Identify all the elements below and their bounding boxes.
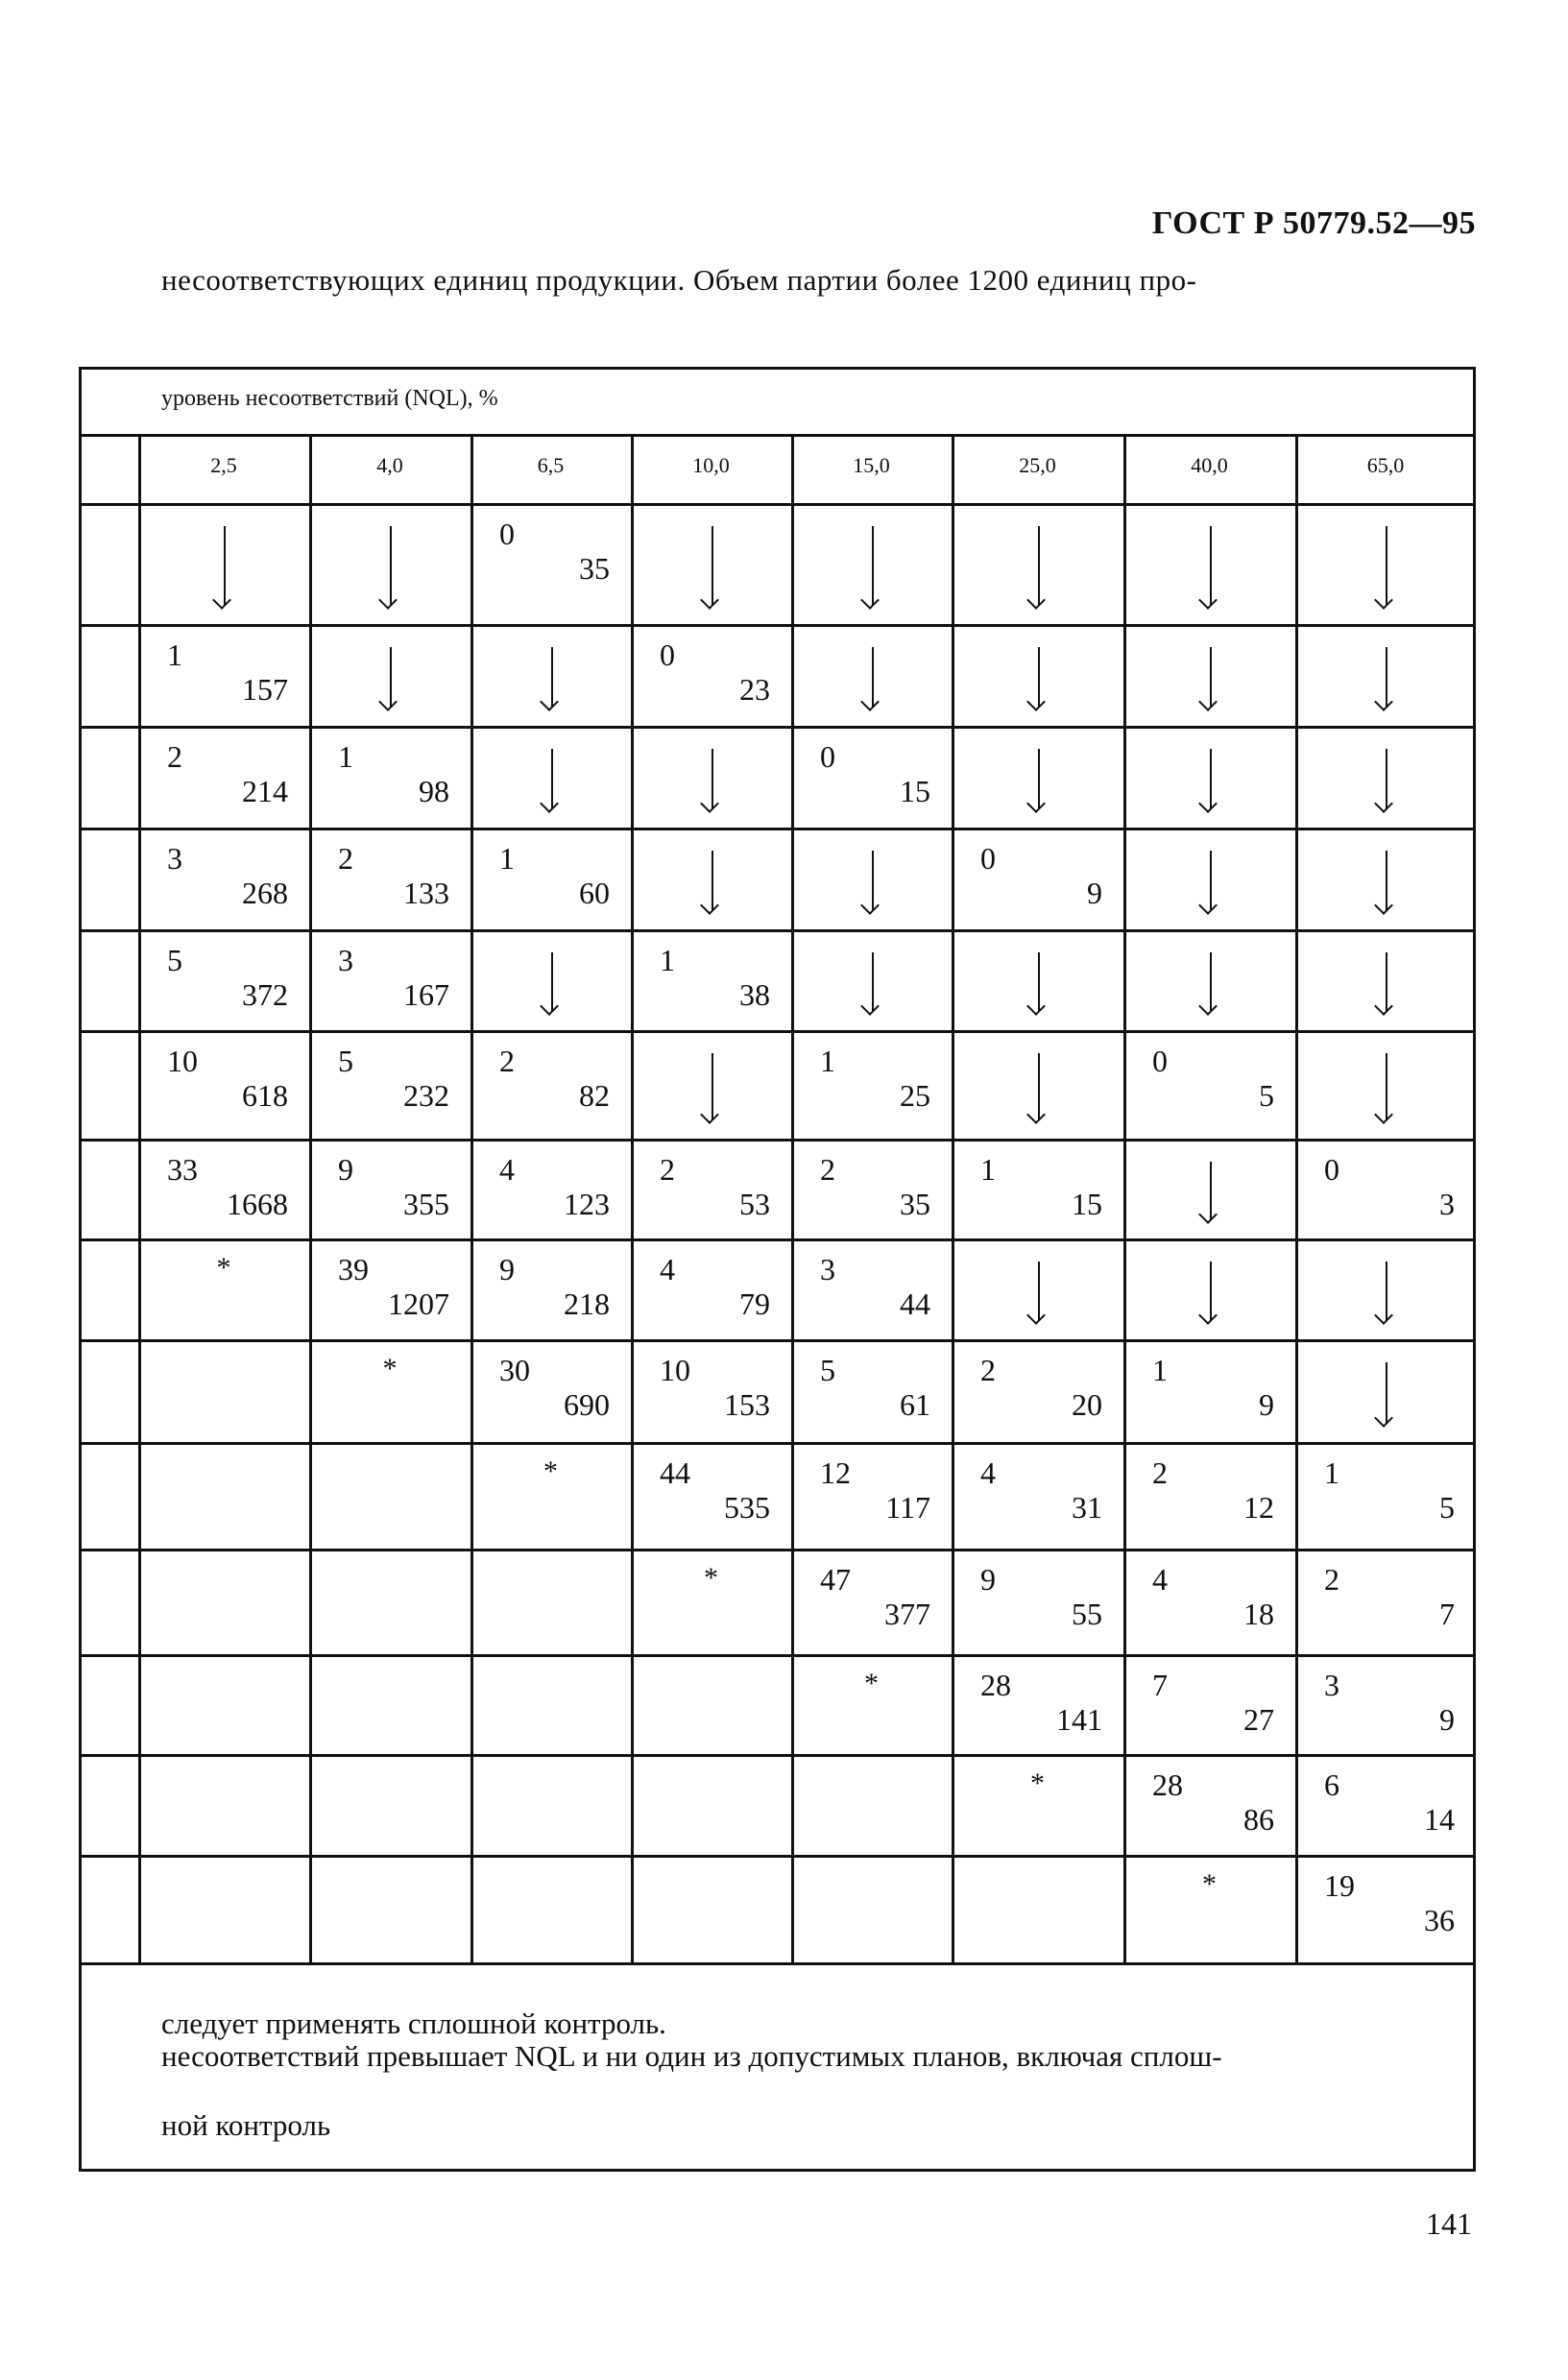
acceptance-number: 1 xyxy=(980,1152,996,1187)
acceptance-number: 12 xyxy=(820,1455,851,1490)
table-hline xyxy=(79,434,1476,437)
table-cell xyxy=(1295,726,1476,828)
sample-size: 55 xyxy=(1072,1597,1102,1631)
down-arrow-icon xyxy=(1038,526,1040,605)
table-hline xyxy=(79,1962,1476,1965)
asterisk-mark: * xyxy=(1202,1868,1217,1900)
table-cell xyxy=(1123,929,1295,1030)
acceptance-number: 19 xyxy=(1324,1868,1355,1903)
sample-size: 12 xyxy=(1243,1490,1274,1525)
acceptance-number: 2 xyxy=(167,739,182,774)
sample-size: 35 xyxy=(579,551,610,586)
table-cell xyxy=(952,1030,1123,1139)
acceptance-number: 0 xyxy=(660,637,675,672)
acceptance-number: 0 xyxy=(499,517,515,551)
table-cell xyxy=(952,1339,1123,1442)
down-arrow-icon xyxy=(1210,952,1212,1011)
standard-header: ГОСТ Р 50779.52—95 xyxy=(1151,205,1476,241)
table-cell xyxy=(470,1238,631,1339)
down-arrow-icon xyxy=(872,851,874,910)
acceptance-number: 2 xyxy=(660,1152,675,1187)
sample-size: 232 xyxy=(403,1078,449,1113)
table-cell xyxy=(138,1238,309,1339)
table-cell xyxy=(631,1855,791,1962)
acceptance-number: 28 xyxy=(1152,1767,1183,1802)
table-caption: уровень несоответствий (NQL), % xyxy=(161,386,498,411)
table-cell xyxy=(138,726,309,828)
acceptance-number: 1 xyxy=(499,841,515,876)
sample-size: 86 xyxy=(1243,1802,1274,1837)
sample-size: 9 xyxy=(1087,876,1102,910)
table-cell xyxy=(791,1339,952,1442)
sample-size: 5 xyxy=(1259,1078,1274,1113)
sample-size: 5 xyxy=(1439,1490,1455,1525)
table-cell xyxy=(952,1139,1123,1238)
table-cell xyxy=(952,929,1123,1030)
table-cell xyxy=(791,1030,952,1139)
sample-size: 153 xyxy=(724,1387,770,1422)
down-arrow-icon xyxy=(551,749,553,808)
acceptance-number: 3 xyxy=(338,943,353,977)
table-cell xyxy=(470,624,631,726)
table-cell xyxy=(631,1549,791,1654)
table-cell xyxy=(1295,503,1476,624)
down-arrow-icon xyxy=(1210,851,1212,910)
sample-size: 167 xyxy=(403,977,449,1012)
acceptance-number: 1 xyxy=(167,637,182,672)
acceptance-number: 2 xyxy=(820,1152,835,1187)
acceptance-number: 0 xyxy=(820,739,835,774)
table-cell xyxy=(309,1030,470,1139)
down-arrow-icon xyxy=(1386,1053,1387,1119)
table-cell xyxy=(470,503,631,624)
table-cell xyxy=(791,1139,952,1238)
table-cell xyxy=(791,1654,952,1754)
table-cell xyxy=(138,503,309,624)
table-cell xyxy=(952,1549,1123,1654)
table-cell xyxy=(470,1139,631,1238)
table-cell xyxy=(1295,828,1476,929)
table-cell xyxy=(631,1654,791,1754)
sample-size: 157 xyxy=(242,672,288,707)
acceptance-number: 39 xyxy=(338,1252,369,1286)
sample-size: 23 xyxy=(739,672,770,707)
sample-size: 36 xyxy=(1424,1903,1455,1937)
table-cell xyxy=(1123,1139,1295,1238)
table-cell xyxy=(309,1442,470,1549)
acceptance-number: 9 xyxy=(980,1562,996,1597)
table-cell xyxy=(1295,1654,1476,1754)
sample-size: 268 xyxy=(242,876,288,910)
table-cell xyxy=(791,1754,952,1855)
table-cell xyxy=(470,1654,631,1754)
table-cell xyxy=(309,503,470,624)
sample-size: 9 xyxy=(1259,1387,1274,1422)
down-arrow-icon xyxy=(872,952,874,1011)
table-cell xyxy=(1295,624,1476,726)
sample-size: 141 xyxy=(1056,1702,1102,1737)
table-cell xyxy=(138,929,309,1030)
sample-size: 82 xyxy=(579,1078,610,1113)
table-cell xyxy=(791,726,952,828)
down-arrow-icon xyxy=(1210,749,1212,808)
column-header: 6,5 xyxy=(537,453,565,477)
table-cell xyxy=(631,1339,791,1442)
sample-size: 53 xyxy=(739,1187,770,1221)
sample-size: 20 xyxy=(1072,1387,1102,1422)
column-header: 65,0 xyxy=(1366,453,1405,477)
sample-size: 1668 xyxy=(227,1187,288,1221)
acceptance-number: 2 xyxy=(1152,1455,1168,1490)
table-cell xyxy=(138,1549,309,1654)
table-cell xyxy=(1295,1030,1476,1139)
sample-size: 9 xyxy=(1439,1702,1455,1737)
table-cell xyxy=(470,1855,631,1962)
table-cell xyxy=(1295,1139,1476,1238)
acceptance-number: 6 xyxy=(1324,1767,1339,1802)
table-cell xyxy=(138,1139,309,1238)
sample-size: 14 xyxy=(1424,1802,1455,1837)
table-cell xyxy=(791,929,952,1030)
table-cell xyxy=(1123,1339,1295,1442)
table-cell xyxy=(791,1442,952,1549)
sample-size: 133 xyxy=(403,876,449,910)
down-arrow-icon xyxy=(1038,749,1040,808)
acceptance-number: 4 xyxy=(980,1455,996,1490)
sample-size: 372 xyxy=(242,977,288,1012)
table-cell xyxy=(309,1339,470,1442)
acceptance-number: 3 xyxy=(1324,1668,1339,1702)
sample-size: 25 xyxy=(900,1078,930,1113)
down-arrow-icon xyxy=(1386,526,1387,605)
down-arrow-icon xyxy=(1386,952,1387,1011)
asterisk-mark: * xyxy=(543,1455,558,1487)
acceptance-number: 5 xyxy=(338,1044,353,1078)
table-cell xyxy=(791,828,952,929)
acceptance-number: 0 xyxy=(1324,1152,1339,1187)
acceptance-number: 9 xyxy=(338,1152,353,1187)
table-cell xyxy=(1123,828,1295,929)
table-cell xyxy=(470,1442,631,1549)
acceptance-number: 3 xyxy=(820,1252,835,1286)
table-cell xyxy=(952,1855,1123,1962)
table-cell xyxy=(138,1030,309,1139)
down-arrow-icon xyxy=(1038,1053,1040,1119)
table-cell xyxy=(631,1754,791,1855)
table-cell xyxy=(138,1855,309,1962)
table-cell xyxy=(470,1754,631,1855)
sample-size: 355 xyxy=(403,1187,449,1221)
down-arrow-icon xyxy=(1038,647,1040,707)
table-cell xyxy=(309,1855,470,1962)
table-cell xyxy=(1123,726,1295,828)
down-arrow-icon xyxy=(1210,647,1212,707)
acceptance-number: 5 xyxy=(820,1353,835,1387)
table-cell xyxy=(470,929,631,1030)
acceptance-number: 2 xyxy=(980,1353,996,1387)
table-cell xyxy=(791,1238,952,1339)
column-header: 25,0 xyxy=(1019,453,1056,477)
table-cell xyxy=(470,1339,631,1442)
sample-size: 35 xyxy=(900,1187,930,1221)
table-cell xyxy=(952,1238,1123,1339)
table-cell xyxy=(1123,1442,1295,1549)
acceptance-number: 10 xyxy=(167,1044,198,1078)
table-cell xyxy=(470,1549,631,1654)
acceptance-number: 47 xyxy=(820,1562,851,1597)
table-cell xyxy=(309,1139,470,1238)
acceptance-number: 3 xyxy=(167,841,182,876)
table-cell xyxy=(631,828,791,929)
sample-size: 214 xyxy=(242,774,288,808)
sample-size: 535 xyxy=(724,1490,770,1525)
table-cell xyxy=(309,1549,470,1654)
table-cell xyxy=(1123,624,1295,726)
table-cell xyxy=(309,1238,470,1339)
acceptance-number: 30 xyxy=(499,1353,530,1387)
sample-size: 98 xyxy=(419,774,449,808)
sample-size: 15 xyxy=(1072,1187,1102,1221)
acceptance-number: 10 xyxy=(660,1353,690,1387)
table-cell xyxy=(952,1442,1123,1549)
table-cell xyxy=(1295,1442,1476,1549)
sample-size: 18 xyxy=(1243,1597,1274,1631)
table-cell xyxy=(309,1654,470,1754)
column-header: 15,0 xyxy=(853,453,890,477)
down-arrow-icon xyxy=(551,647,553,707)
table-cell xyxy=(791,624,952,726)
table-cell xyxy=(1123,1754,1295,1855)
footnote-line-1: следует применять сплошной контроль. xyxy=(161,2007,666,2040)
sample-size: 377 xyxy=(884,1597,930,1631)
down-arrow-icon xyxy=(390,526,392,605)
column-header: 4,0 xyxy=(376,453,403,477)
acceptance-number: 5 xyxy=(167,943,182,977)
asterisk-mark: * xyxy=(1030,1767,1045,1799)
table-cell xyxy=(791,503,952,624)
acceptance-number: 33 xyxy=(167,1152,198,1187)
table-cell xyxy=(631,726,791,828)
down-arrow-icon xyxy=(1210,1162,1212,1219)
table-cell xyxy=(1295,1754,1476,1855)
table-cell xyxy=(631,624,791,726)
acceptance-number: 2 xyxy=(338,841,353,876)
table-cell xyxy=(631,1030,791,1139)
table-cell xyxy=(1295,1238,1476,1339)
sample-size: 60 xyxy=(579,876,610,910)
asterisk-mark: * xyxy=(864,1668,879,1699)
down-arrow-icon xyxy=(872,526,874,605)
table-cell xyxy=(952,624,1123,726)
sample-size: 1207 xyxy=(388,1286,449,1321)
sample-size: 31 xyxy=(1072,1490,1102,1525)
sample-size: 7 xyxy=(1439,1597,1455,1631)
acceptance-number: 1 xyxy=(1152,1353,1168,1387)
table-cell xyxy=(1295,1855,1476,1962)
sample-size: 690 xyxy=(564,1387,610,1422)
table-cell xyxy=(138,624,309,726)
down-arrow-icon xyxy=(1386,851,1387,910)
table-cell xyxy=(631,1442,791,1549)
acceptance-number: 2 xyxy=(499,1044,515,1078)
table-cell xyxy=(309,1754,470,1855)
table-cell xyxy=(1295,929,1476,1030)
table-cell xyxy=(309,726,470,828)
sample-size: 15 xyxy=(900,774,930,808)
acceptance-number: 1 xyxy=(820,1044,835,1078)
sample-size: 61 xyxy=(900,1387,930,1422)
acceptance-number: 2 xyxy=(1324,1562,1339,1597)
table-cell xyxy=(631,1139,791,1238)
sample-size: 117 xyxy=(885,1490,930,1525)
intro-text: несоответствующих единиц продукции. Объем партии более 1200 единиц про- xyxy=(161,263,1197,297)
table-cell xyxy=(952,1754,1123,1855)
down-arrow-icon xyxy=(712,1053,713,1119)
table-cell xyxy=(138,1339,309,1442)
table-cell xyxy=(309,929,470,1030)
table-cell xyxy=(952,726,1123,828)
table-cell xyxy=(470,1030,631,1139)
asterisk-mark: * xyxy=(704,1562,718,1594)
footnote-line-2: несоответствий превышает NQL и ни один из допустимых планов, включая сплош- xyxy=(161,2039,1222,2073)
table-cell xyxy=(1123,1654,1295,1754)
acceptance-number: 4 xyxy=(499,1152,515,1187)
acceptance-number: 44 xyxy=(660,1455,690,1490)
table-cell xyxy=(791,1549,952,1654)
acceptance-number: 4 xyxy=(1152,1562,1168,1597)
down-arrow-icon xyxy=(1210,1262,1212,1320)
acceptance-number: 0 xyxy=(980,841,996,876)
sample-size: 44 xyxy=(900,1286,930,1321)
sample-size: 38 xyxy=(739,977,770,1012)
down-arrow-icon xyxy=(1386,749,1387,808)
down-arrow-icon xyxy=(712,526,713,605)
sample-size: 618 xyxy=(242,1078,288,1113)
down-arrow-icon xyxy=(390,647,392,707)
table-cell xyxy=(470,828,631,929)
acceptance-number: 0 xyxy=(1152,1044,1168,1078)
asterisk-mark: * xyxy=(382,1353,398,1384)
column-header: 10,0 xyxy=(692,453,730,477)
acceptance-number: 9 xyxy=(499,1252,515,1286)
sample-size: 123 xyxy=(564,1187,610,1221)
down-arrow-icon xyxy=(712,749,713,808)
table-cell xyxy=(309,624,470,726)
table-cell xyxy=(309,828,470,929)
down-arrow-icon xyxy=(1210,526,1212,605)
footnote-line-3: ной контроль xyxy=(161,2108,331,2142)
down-arrow-icon xyxy=(872,647,874,707)
acceptance-number: 1 xyxy=(338,739,353,774)
down-arrow-icon xyxy=(1038,952,1040,1011)
table-cell xyxy=(1123,503,1295,624)
down-arrow-icon xyxy=(551,952,553,1011)
table-cell xyxy=(952,828,1123,929)
table-cell xyxy=(470,726,631,828)
down-arrow-icon xyxy=(712,851,713,910)
table-cell xyxy=(952,503,1123,624)
sample-size: 3 xyxy=(1439,1187,1455,1221)
table-cell xyxy=(791,1855,952,1962)
table-cell xyxy=(1295,1549,1476,1654)
table-cell xyxy=(1123,1855,1295,1962)
page-number: 141 xyxy=(1426,2206,1472,2241)
table-cell xyxy=(631,503,791,624)
table-cell xyxy=(138,1754,309,1855)
column-header: 40,0 xyxy=(1191,453,1228,477)
asterisk-mark: * xyxy=(216,1252,231,1284)
table-cell xyxy=(631,1238,791,1339)
table-cell xyxy=(1123,1549,1295,1654)
table-cell xyxy=(631,929,791,1030)
acceptance-number: 28 xyxy=(980,1668,1011,1702)
down-arrow-icon xyxy=(224,526,226,605)
acceptance-number: 1 xyxy=(1324,1455,1339,1490)
table-cell xyxy=(1295,1339,1476,1442)
down-arrow-icon xyxy=(1038,1262,1040,1320)
sample-size: 79 xyxy=(739,1286,770,1321)
table-cell xyxy=(1123,1238,1295,1339)
sample-size: 27 xyxy=(1243,1702,1274,1737)
column-header: 2,5 xyxy=(210,453,237,477)
acceptance-number: 4 xyxy=(660,1252,675,1286)
table-cell xyxy=(952,1654,1123,1754)
table-cell xyxy=(138,828,309,929)
acceptance-number: 7 xyxy=(1152,1668,1168,1702)
table-cell xyxy=(138,1654,309,1754)
sample-size: 218 xyxy=(564,1286,610,1321)
down-arrow-icon xyxy=(1386,1262,1387,1320)
table-cell xyxy=(1123,1030,1295,1139)
down-arrow-icon xyxy=(1386,1362,1387,1423)
down-arrow-icon xyxy=(1386,647,1387,707)
table-cell xyxy=(138,1442,309,1549)
acceptance-number: 1 xyxy=(660,943,675,977)
